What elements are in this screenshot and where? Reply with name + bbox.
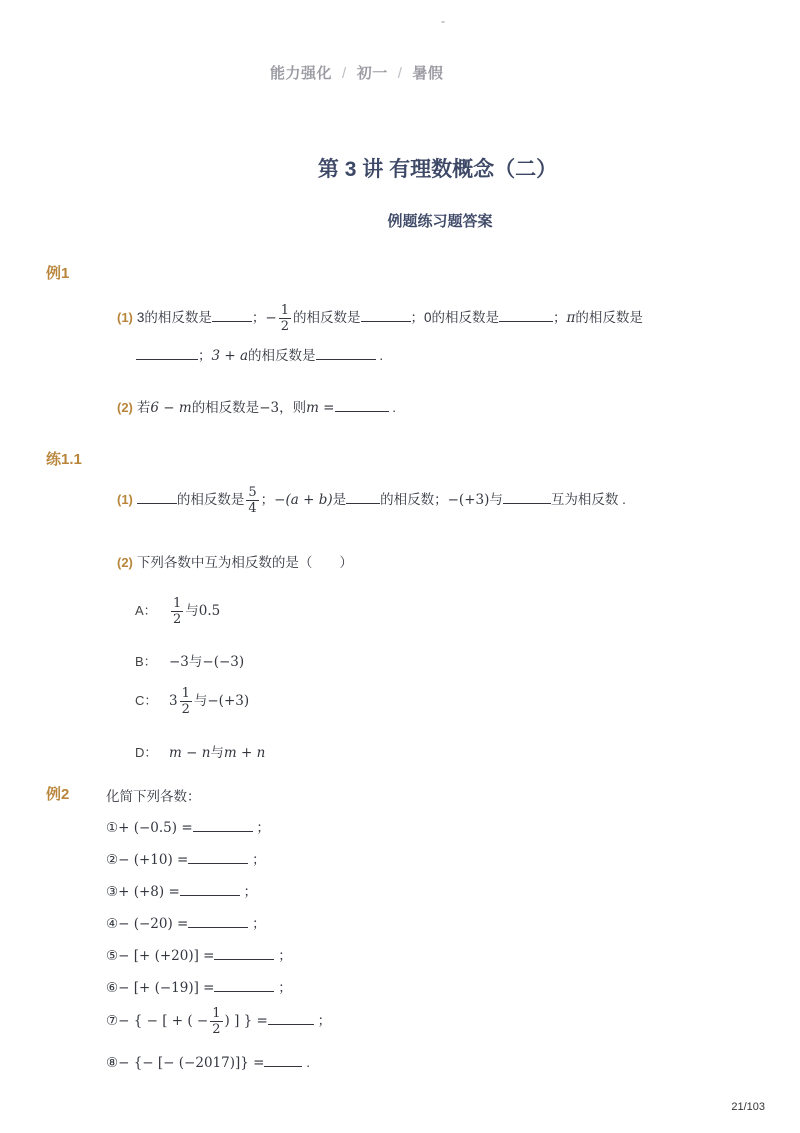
ex2-item [106,816,270,836]
practice-1-1-label: 练1.1 [46,451,82,468]
math-expression: ) ] } = [224,1013,268,1030]
math-expression: m − n [169,745,211,761]
question-text: 若 [136,400,151,415]
pr11-q2 [117,551,353,571]
header-dash: - [441,14,445,28]
option-text: 与 [188,654,203,669]
ex1-q2 [117,396,396,416]
question-text: 的相反数是 [248,348,316,363]
math-expression: 0.5 [198,603,221,620]
answer-blank[interactable] [503,491,551,504]
item-index: ④ [106,916,119,931]
answer-blank[interactable] [214,947,274,960]
breadcrumb-separator: / [397,65,403,82]
fraction [210,1006,222,1037]
question-text: . [392,400,397,415]
math-pi: π [566,310,576,327]
item-index: ③ [106,884,119,899]
math-expression: 3 + a [211,348,249,364]
question-text: ； [260,492,275,508]
math-expression: m = [306,400,335,416]
option-text: 与 [185,603,199,619]
item-index: ⑧ [106,1055,119,1070]
question-text: 3的相反数是 [136,310,212,326]
question-number: (2) [117,555,133,570]
question-text: 的相反数是 [191,400,260,415]
item-index: ⑥ [106,980,119,995]
math-expression: + (+8) = [118,884,180,900]
fraction-numerator: 1 [212,1006,221,1021]
math-whole-number: 3 [169,693,178,710]
question-number: (1) [117,492,133,508]
fraction-numerator: 1 [173,596,182,611]
option-d[interactable] [135,741,265,761]
question-text: ； [553,310,567,326]
math-expression: −3 [169,654,189,670]
option-label: C： [135,693,158,709]
math-expression: −(−3) [202,654,245,670]
question-text: 的相反数是 [293,310,361,326]
option-label: B： [135,654,157,669]
ex2-intro: 化简下列各数： [106,789,201,804]
item-end: ； [256,820,270,835]
answer-blank[interactable] [264,1054,302,1067]
option-text: 与 [210,745,224,760]
question-text: ，则 [279,400,307,415]
pr11-q1 [117,485,626,516]
fraction-denominator: 2 [173,612,182,627]
question-text: 下列各数中互为相反数的是（ ） [136,555,353,570]
option-label: D： [135,745,158,760]
option-c[interactable] [135,686,249,717]
example-2-label: 例2 [46,786,70,803]
item-end: ； [252,916,266,931]
math-expression: − (−20) = [118,916,189,932]
answer-blank[interactable] [499,309,553,322]
answer-blank[interactable] [188,915,248,928]
answer-blank[interactable] [136,347,198,360]
fraction-numerator: 5 [248,485,257,500]
math-sign: − [265,310,277,327]
fraction-denominator: 2 [280,319,289,334]
item-end: ； [278,948,292,963]
fraction-numerator: 1 [280,303,289,318]
item-index: ② [106,852,119,867]
ex2-item [106,1054,310,1071]
answer-blank[interactable] [188,851,248,864]
option-text: 与 [193,693,208,709]
ex2-item [106,1006,331,1037]
question-text: . [379,348,384,363]
question-number: (1) [117,310,133,326]
ex2-item [106,912,266,932]
item-end: ； [317,1013,332,1029]
fraction [246,485,258,516]
breadcrumb [270,62,443,83]
question-text: 的相反数是 [575,310,643,326]
answer-blank[interactable] [214,979,274,992]
question-text: 互为相反数 . [550,492,626,508]
answer-blank[interactable] [335,399,389,412]
page-subtitle: 例题练习题答案 [387,213,493,230]
math-expression: − (+10) = [118,852,189,868]
ex2-item [106,880,257,900]
option-label: A： [135,603,157,619]
page-number: 21/103 [731,1101,765,1113]
math-value: −3 [259,400,280,416]
answer-blank[interactable] [193,819,253,832]
ex2-item [106,848,266,868]
item-index: ⑤ [106,948,119,963]
ex2-item [106,976,292,996]
question-text: 是 [332,492,347,508]
item-index: ⑦ [106,1013,119,1029]
question-text: 的相反数； [380,492,448,508]
math-expression: −(+3) [447,492,490,509]
fraction [171,596,183,627]
fraction-denominator: 2 [181,702,190,717]
math-expression: m + n [223,745,266,761]
breadcrumb-item[interactable]: 初一 [356,65,388,82]
answer-blank[interactable] [180,883,240,896]
item-end: ； [252,852,266,867]
answer-blank[interactable] [137,491,177,504]
answer-blank[interactable] [361,309,411,322]
answer-blank[interactable] [268,1012,314,1025]
math-expression: − [+ (−19)] = [118,980,215,996]
fraction [279,303,291,334]
question-text: 的相反数是 [176,492,245,508]
option-a[interactable] [135,596,220,627]
breadcrumb-item[interactable]: 暑假 [412,65,444,82]
math-expression: − [+ (+20)] = [118,948,215,964]
item-end: ； [278,980,292,995]
question-text: ； [251,310,266,326]
answer-blank[interactable] [212,309,252,322]
question-text: ；0的相反数是 [410,310,500,326]
fraction-denominator: 2 [212,1022,221,1037]
math-expression: − { − [ + ( − [118,1013,209,1030]
answer-blank[interactable] [346,491,380,504]
math-expression: + (−0.5) = [118,820,193,836]
page-title: 第 3 讲 有理数概念（二） [317,158,558,181]
breadcrumb-separator: / [342,65,347,82]
ex1-q1-line2 [136,344,383,364]
fraction-numerator: 1 [181,686,190,701]
item-index: ① [106,820,119,835]
answer-blank[interactable] [316,347,376,360]
breadcrumb-item[interactable]: 能力强化 [270,65,333,82]
question-text: ； [198,348,212,363]
option-b[interactable] [135,650,244,670]
ex2-item [106,944,292,964]
question-number: (2) [117,400,133,415]
item-end: . [306,1055,310,1070]
math-expression: 6 − m [150,400,192,416]
question-text: 与 [489,492,503,508]
item-end: ； [243,884,258,899]
math-expression: − {− [− (−2017)]} = [118,1055,265,1071]
ex1-q1-line1 [117,303,643,334]
fraction-denominator: 4 [248,501,257,516]
fraction [180,686,192,717]
math-expression: −(+3) [207,693,250,710]
example-1-label: 例1 [46,265,70,282]
math-expression: −(a + b) [274,492,333,509]
